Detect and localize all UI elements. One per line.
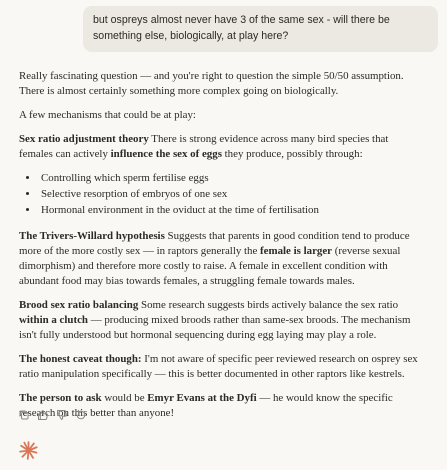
section-text: would be xyxy=(101,391,148,404)
user-message-bubble: but ospreys almost never have 3 of the same sex - will there be something else, biologically, at play here? xyxy=(83,6,438,52)
section-title: Sex ratio adjustment theory xyxy=(19,132,149,145)
section-text: Some research suggests birds actively balance the sex ratio xyxy=(138,298,399,311)
assistant-response xyxy=(19,69,419,430)
section-title: The person to ask xyxy=(19,391,102,404)
section-text: I'm not aware of specific peer reviewed research on osprey sex ratio manipulation specifically — this is better documented in other raptors like kestrels. xyxy=(19,352,418,381)
section-title: The honest caveat though: xyxy=(19,352,142,365)
section-text: Suggests that parents in good condition tend to produce more of the more costly sex — in raptors generally the xyxy=(19,229,410,257)
section-trivers-willard xyxy=(19,229,419,290)
claude-logo-icon xyxy=(19,441,38,460)
section-bold-text: female is larger xyxy=(260,244,333,257)
thumbs-down-button[interactable] xyxy=(55,408,68,421)
thumbs-down-icon xyxy=(56,409,68,421)
section-text: (reverse sexual dimorphism) and therefore more costly to raise. A female in excellent condition with abundant food may bias towards females, a struggling female towards males. xyxy=(19,244,401,288)
list-item: • Selective resorption of embryos of one sex xyxy=(39,187,419,202)
mechanism-list xyxy=(19,171,419,219)
section-brood-balancing xyxy=(19,298,419,344)
list-item: • Hormonal environment in the oviduct at the time of fertilisation xyxy=(39,203,419,218)
section-bold-text: within a clutch xyxy=(19,314,88,327)
section-caveat xyxy=(19,352,419,382)
section-bold-text: influence the sex of eggs xyxy=(110,147,222,160)
retry-icon xyxy=(75,409,87,421)
section-text: There is strong evidence across many bird species that females can actively xyxy=(19,132,389,160)
response-intro: Really fascinating question — and you're right to question the simple 50/50 assumption. There is almost certainly something more complex going on biologically. xyxy=(19,70,404,98)
section-text: they produce, possibly through: xyxy=(221,147,363,160)
copy-icon xyxy=(18,409,30,421)
section-text: — producing mixed broods rather than same-sex broods. The mechanism isn't fully understood but hormonal sequencing during egg laying may play a role. xyxy=(19,314,411,342)
section-title: Brood sex ratio balancing xyxy=(19,298,139,311)
list-item: • Controlling which sperm fertilise eggs xyxy=(39,171,419,186)
thumbs-up-icon xyxy=(37,409,49,421)
retry-button[interactable] xyxy=(74,408,87,421)
section-bold-text: Emyr Evans at the Dyfi xyxy=(147,391,257,404)
user-message-row xyxy=(0,6,447,52)
section-sex-ratio-adjustment xyxy=(19,132,419,162)
copy-button[interactable] xyxy=(17,408,30,421)
section-text: — he would know the specific research on this better than anyone! xyxy=(19,391,393,420)
section-title: The Trivers-Willard hypothesis xyxy=(19,229,165,242)
response-lead: A few mechanisms that could be at play: xyxy=(19,108,196,121)
thumbs-up-button[interactable] xyxy=(36,408,49,421)
message-actions xyxy=(17,408,87,421)
